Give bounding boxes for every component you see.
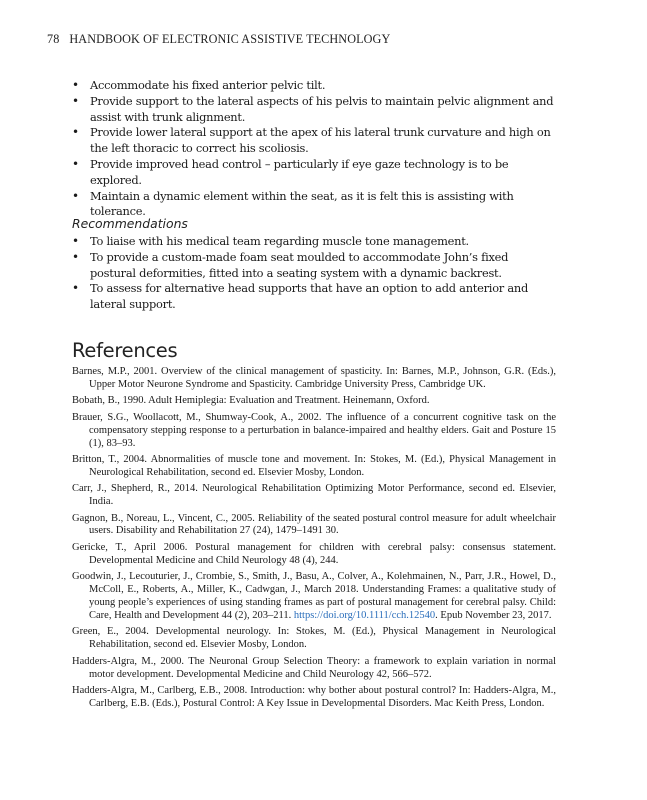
reference-text-after: . Epub November 23, 2017. <box>435 609 552 621</box>
reference-text: Goodwin, J., Lecouturier, J., Crombie, S., Smith, J., Basu, A., Colver, A., Kolehmainen, N., Parr, J.R., Howel, D., McColl, E., Roberts, A., Miller, K., Cadwgan, J., March 2018. Understanding Frames: a qualitative study of young people’s experiences of using standing frames as part of postural management for cerebral palsy. Child: Care, Health and Development 44 (2), 203–211. <box>72 571 556 621</box>
goals-list <box>72 78 557 220</box>
page-number: 78 <box>47 32 60 46</box>
recommendations-list <box>72 234 557 313</box>
reference-entry: Hadders-Algra, M., Carlberg, E.B., 2008. Introduction: why bother about postural control? In: Hadders-Algra, M., Carlberg, E.B. (Eds.), Postural Control: A Key Issue in Developmental Disorders. Mac Keith Press, London. <box>72 684 556 709</box>
list-item: • To assess for alternative head supports that have an option to add anterior and lateral support. <box>72 281 557 313</box>
list-item: • Provide improved head control – particularly if eye gaze technology is to be explored. <box>72 157 557 189</box>
list-item: • Provide lower lateral support at the apex of his lateral trunk curvature and high on the left thoracic to correct his scoliosis. <box>72 125 557 157</box>
reference-entry <box>72 571 556 623</box>
reference-entry: Bobath, B., 1990. Adult Hemiplegia: Evaluation and Treatment. Heinemann, Oxford. <box>72 395 430 407</box>
list-item: • To provide a custom-made foam seat moulded to accommodate John’s fixed postural deformities, fitted into a seating system with a dynamic backrest. <box>72 250 557 282</box>
list-item: • Maintain a dynamic element within the seat, as it is felt this is assisting with tolerance. <box>72 189 557 221</box>
book-title: HANDBOOK OF ELECTRONIC ASSISTIVE TECHNOLOGY <box>69 32 391 46</box>
list-item: • Accommodate his fixed anterior pelvic tilt. <box>72 78 557 94</box>
references-heading: References <box>72 339 178 362</box>
recommendations-heading: Recommendations <box>72 216 188 231</box>
reference-entry: Britton, T., 2004. Abnormalities of muscle tone and movement. In: Stokes, M. (Ed.), Physical Management in Neurological Rehabilitation, second ed. Elsevier Mosby, London. <box>72 453 556 478</box>
doi-link[interactable]: https://doi.org/10.1111/cch.12540 <box>293 609 436 621</box>
list-item: • To liaise with his medical team regarding muscle tone management. <box>72 234 557 250</box>
reference-entry: Gericke, T., April 2006. Postural management for children with cerebral palsy: consensus statement. Developmental Medicine and Child Neurology 48 (4), 244. <box>72 541 556 566</box>
reference-entry: Brauer, S.G., Woollacott, M., Shumway-Cook, A., 2002. The influence of a concurrent cognitive task on the compensatory stepping response to a perturbation in balance-impaired and healthy elders. Gait and Posture 15 (1), 83–93. <box>72 411 556 449</box>
list-item: • Provide support to the lateral aspects of his pelvis to maintain pelvic alignment and assist with trunk alignment. <box>72 94 557 126</box>
reference-entry: Carr, J., Shepherd, R., 2014. Neurological Rehabilitation Optimizing Motor Performance, second ed. Elsevier, India. <box>72 483 556 508</box>
reference-entry: Barnes, M.P., 2001. Overview of the clinical management of spasticity. In: Barnes, M.P., Johnson, G.R. (Eds.), Upper Motor Neurone Syndrome and Spasticity. Cambridge University Press, Cambridge UK. <box>72 366 556 390</box>
running-head <box>47 32 390 47</box>
reference-entry: Hadders-Algra, M., 2000. The Neuronal Group Selection Theory: a framework to explain variation in normal motor development. Developmental Medicine and Child Neurology 42, 566–572. <box>72 655 556 680</box>
references-list <box>72 366 556 714</box>
reference-entry: Green, E., 2004. Developmental neurology. In: Stokes, M. (Ed.), Physical Management in Neurological Rehabilitation, second ed. Elsevier Mosby, London. <box>72 626 556 651</box>
reference-entry: Gagnon, B., Noreau, L., Vincent, C., 2005. Reliability of the seated postural control measure for adult wheelchair users. Disability and Rehabilitation 27 (24), 1479–1491 30. <box>72 512 556 537</box>
